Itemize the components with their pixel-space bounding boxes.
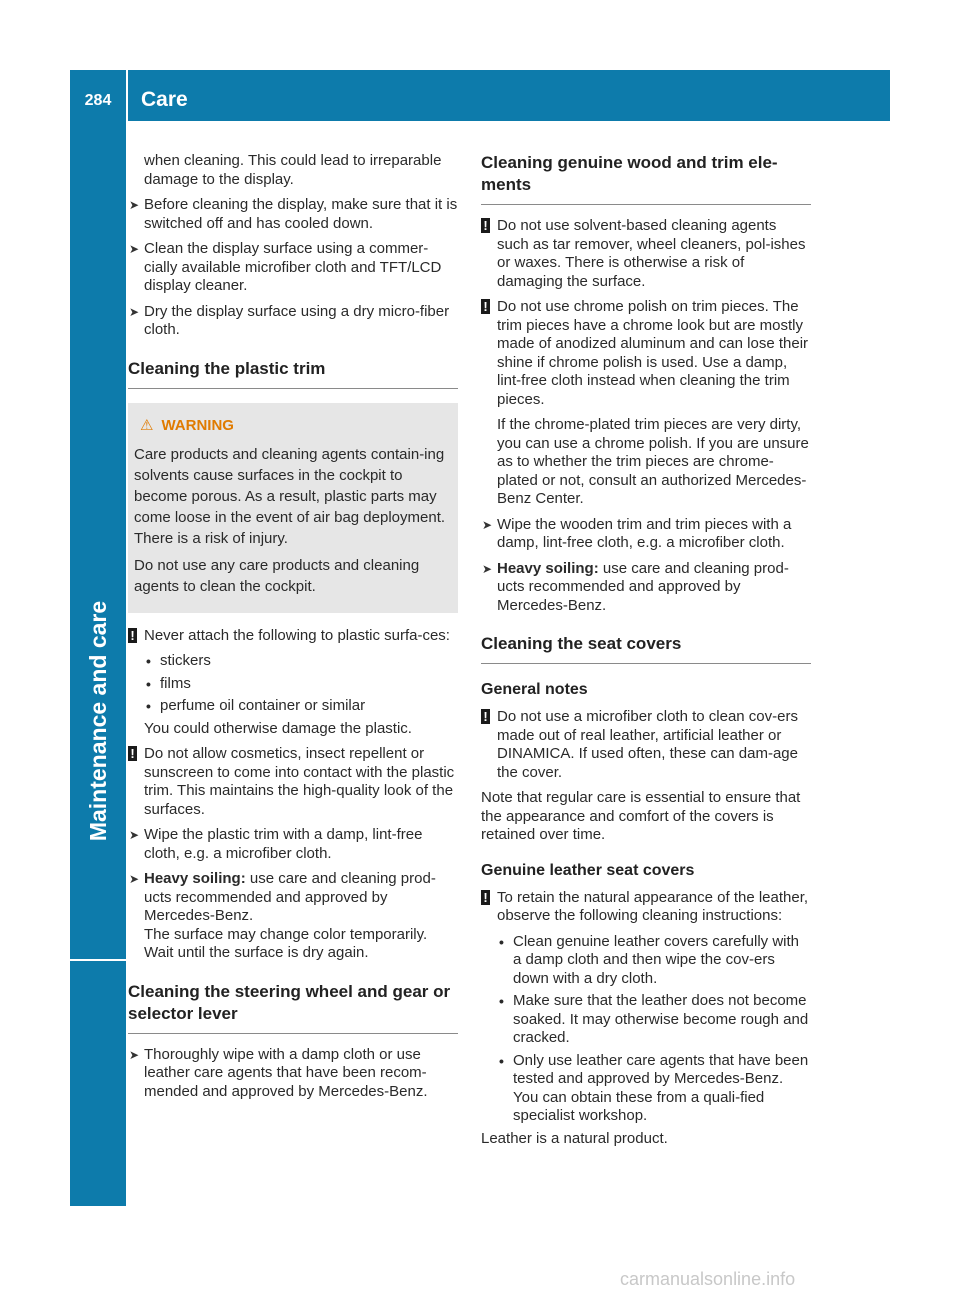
warning-box [128,403,458,613]
step-arrow-icon: ➤ [129,828,140,842]
step-arrow-icon: ➤ [129,1047,140,1062]
leather-heading: Genuine leather seat covers [481,861,695,879]
note-cosmetics: ! Do not allow cosmetics, insect repellent or sunscreen to come into contact with the plastic trim. This maintains the high-quality look of the surfaces. [128,745,458,819]
bullet-icon: • [146,653,151,669]
step-arrow-icon: ➤ [129,304,140,319]
bullet-icon: • [499,933,504,950]
warning-header: ⚠ WARNING [140,416,234,434]
side-tab-divider [70,959,126,961]
exclamation-icon: ! [128,628,137,643]
exclamation-icon: ! [481,890,490,905]
note-chrome-extra: If the chrome-plated trim pieces are very dirty, you can use a chrome polish. If you are unsure as to whether the trim pieces are chrome-plated or not, consult an authorized Mercedes-Benz Center. [497,416,809,507]
list-item: • stickers [146,652,211,669]
note-chrome: ! Do not use chrome polish on trim pieces. The trim pieces have a chrome look but are mostly made of anodized aluminum and can lose their shine if chrome polish is used. Use a damp, lint-free cloth instead when cleaning the trim pieces. [481,298,811,409]
exclamation-icon: ! [481,218,490,233]
display-step-1: ➤ Before cleaning the display, make sure that it is switched off and has cooled down. [129,196,458,232]
list-item: • perfume oil container or similar [146,697,366,714]
seat-covers-heading: Cleaning the seat covers [481,633,811,664]
display-step-3: ➤ Dry the display surface using a dry micro-fiber cloth. [129,302,450,338]
right-column [481,152,811,1155]
list-item: • Clean genuine leather covers carefully with a damp cloth and then wipe the cov-ers down with a dry cloth. [499,932,799,987]
page-title: Care [141,88,188,111]
bullet-icon: • [146,675,151,692]
display-step-2: ➤ Clean the display surface using a commer-cially available microfiber cloth and TFT/LCD display cleaner. [129,240,442,294]
step-arrow-icon: ➤ [129,872,140,886]
exclamation-icon: ! [481,299,490,314]
chapter-side-tab [70,121,126,1206]
step-arrow-icon: ➤ [129,198,140,212]
wood-step-2: ➤ Heavy soiling: use care and cleaning prod-ucts recommended and approved by Mercedes-Benz. [482,559,789,614]
plastic-step-2: ➤ Heavy soiling: use care and cleaning prod-ucts recommended and approved by Mercedes-Benz. The surface may change color temporarily. Wait until the surface is dry again. [129,870,436,961]
note-microfiber: ! Do not use a microfiber cloth to clean cov-ers made out of real leather, artificial leather or DINAMICA. If used often, these can dam-age the cover. [481,708,811,782]
bullet-icon: • [499,1052,504,1069]
bullet-icon: • [499,993,504,1009]
steering-wheel-heading: Cleaning the steering wheel and gear or selector lever [128,981,458,1034]
general-notes-heading: General notes [481,681,588,698]
page-header [70,70,890,121]
watermark: carmanualsonline.info [620,1269,796,1289]
exclamation-icon: ! [481,709,490,724]
plastic-step-1: ➤ Wipe the plastic trim with a damp, lint-free cloth, e.g. a microfiber cloth. [129,826,423,862]
note-plastic-attach: ! Never attach the following to plastic surfa-ces: [128,627,458,646]
general-text: Note that regular care is essential to ensure that the appearance and comfort of the covers is retained over time. [481,789,801,843]
page-number: 284 [84,92,112,109]
step-arrow-icon: ➤ [482,517,493,532]
chapter-label: Maintenance and care [84,600,111,842]
note-leather: ! To retain the natural appearance of the leather, observe the following cleaning instructions: [481,889,811,926]
steering-step: ➤ Thoroughly wipe with a damp cloth or use leather care agents that have been recom-mended and approved by Mercedes-Benz. [129,1045,428,1100]
note-solvent: ! Do not use solvent-based cleaning agents such as tar remover, wheel cleaners, pol-ishes or waxes. There is otherwise a risk of damaging the surface. [481,217,811,291]
exclamation-icon: ! [128,746,137,761]
list-item: • Only use leather care agents that have been tested and approved by Mercedes-Benz. You can obtain these from a quali-fied specialist workshop. [499,1051,809,1124]
header-separator [126,70,128,121]
list-item: • films [146,674,191,692]
step-arrow-icon: ➤ [129,242,140,256]
plastic-trim-heading: Cleaning the plastic trim [128,358,458,389]
note-plastic-after: You could otherwise damage the plastic. [144,719,412,737]
warning-text-1: Care products and cleaning agents contain-ing solvents cause surfaces in the cockpit to become porous. As a result, plastic parts may come loose in the event of air bag deployment. There is a risk of injury. [134,445,446,547]
warning-triangle-icon: ⚠ [140,416,154,434]
wood-trim-heading: Cleaning genuine wood and trim ele-ments [481,152,811,205]
step-arrow-icon: ➤ [482,561,493,576]
warning-text-2: Do not use any care products and cleaning agents to clean the cockpit. [134,556,420,595]
intro-continuation: when cleaning. This could lead to irreparable damage to the display. [144,152,442,188]
bullet-icon: • [146,698,151,714]
left-column [128,152,458,1108]
wood-step-1: ➤ Wipe the wooden trim and trim pieces with a damp, lint-free cloth, e.g. a microfiber cloth. [482,515,792,551]
leather-end-text: Leather is a natural product. [481,1129,668,1147]
list-item: • Make sure that the leather does not become soaked. It may otherwise become rough and cracked. [499,992,809,1046]
